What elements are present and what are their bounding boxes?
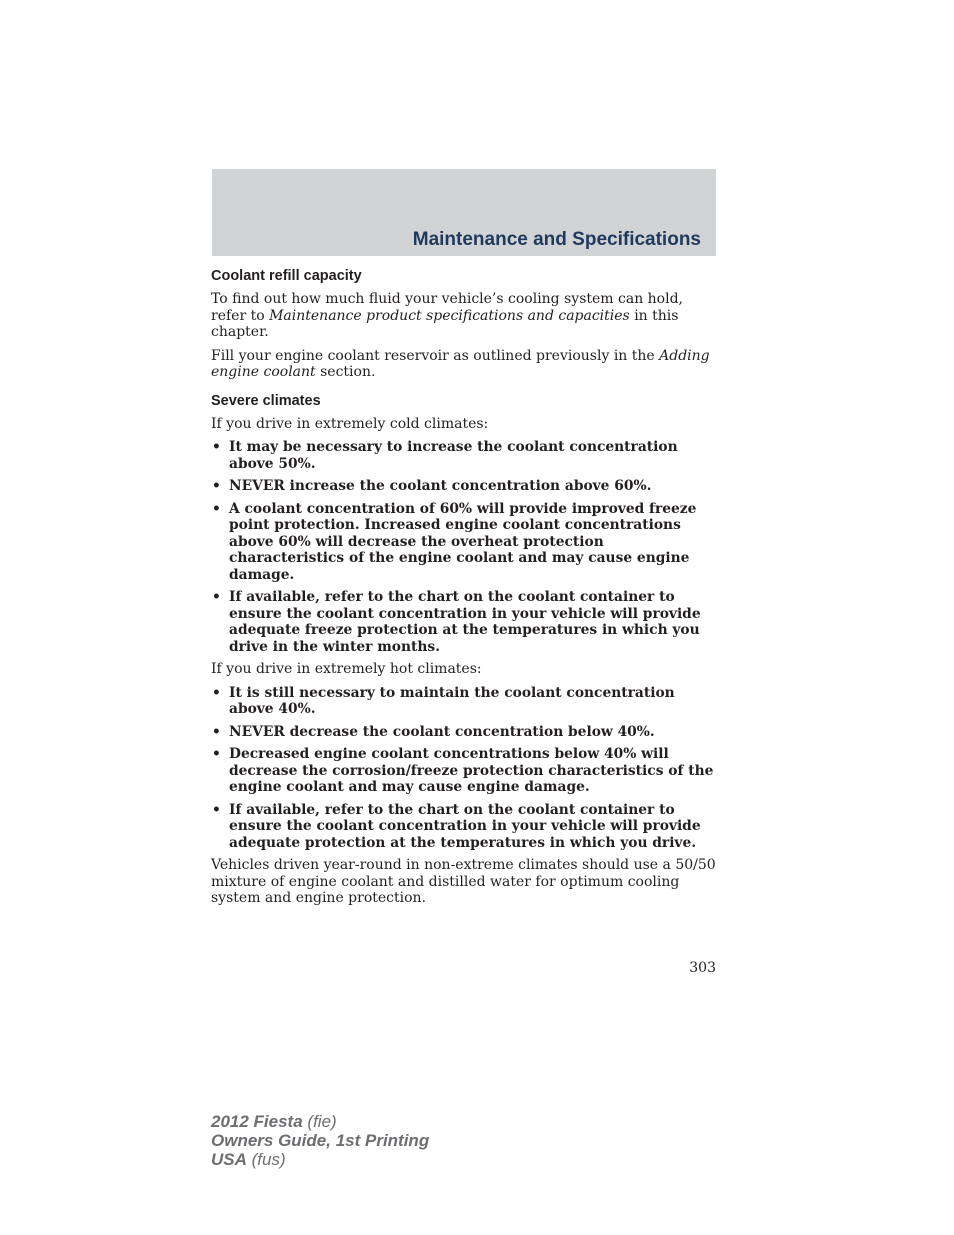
list-item [211,685,717,718]
bullet: • [212,478,221,494]
text: To find out how much fluid your vehicle’s cooling system can hold, refer to [211,291,684,324]
cross-reference: Maintenance product specifications and capacities [269,307,630,324]
cold-climates-intro: If you drive in extremely cold climates: [211,415,489,432]
list-item-text: It is still necessary to maintain the coolant concentration above 40%. [229,684,675,717]
closing-paragraph: Vehicles driven year-round in non-extreme climates should use a 50/50 mixture of engine coolant and distilled water for optimum cooling system and engine protection. [211,857,716,906]
paragraph-refill-capacity [211,291,717,341]
document-footer [211,1112,429,1169]
list-item-text: If available, refer to the chart on the coolant container to ensure the coolant concentration in your vehicle will provide adequate freeze protection at the temperatures in which you drive in the winter months. [229,589,701,655]
footer-model-name: 2012 Fiesta [211,1112,303,1131]
footer-guide-name: Owners Guide, 1st Printing [211,1131,430,1150]
bullet: • [212,684,221,701]
page-content [211,267,717,914]
hot-climates-list [211,685,717,852]
footer-line-guide [211,1131,429,1150]
list-item-text: If available, refer to the chart on the coolant container to ensure the coolant concentration in your vehicle will provide adequate protection at the temperatures in which you drive. [229,801,701,851]
list-item-text: A coolant concentration of 60% will provide improved freeze point protection. Increased engine coolant concentrations above 60% will decrease the overheat protection characteristics of the engine coolant and may cause engine damage. [229,500,697,583]
bullet: • [212,439,221,455]
list-item [211,439,717,472]
hot-climates-intro: If you drive in extremely hot climates: [211,661,482,677]
page-number: 303 [689,960,716,976]
heading-coolant-refill-capacity: Coolant refill capacity [211,268,362,284]
bullet: • [212,801,221,818]
heading-severe-climates: Severe climates [211,392,321,409]
text: in this chapter. [211,307,679,340]
footer-model-code: (fie) [302,1112,337,1131]
list-item [211,724,717,741]
list-item [211,501,717,584]
bullet: • [212,500,221,517]
list-item [211,589,717,655]
list-item-text: It may be necessary to increase the coolant concentration above 50%. [229,439,678,472]
footer-market-code: (fus) [246,1150,286,1169]
text: section. [315,364,376,380]
list-item-text: NEVER decrease the coolant concentration below 40%. [229,723,655,740]
cross-reference: Adding engine coolant [211,347,710,380]
bullet: • [212,723,221,740]
list-item-text: Decreased engine coolant concentrations below 40% will decrease the corrosion/freeze protection characteristics of the engine coolant and may cause engine damage. [229,746,714,795]
cold-climates-list [211,439,717,655]
list-item-text: NEVER increase the coolant concentration above 60%. [229,478,652,494]
bullet: • [212,589,221,605]
bullet: • [212,746,221,762]
section-title: Maintenance and Specifications [412,229,701,250]
text: Fill your engine coolant reservoir as outlined previously in the [211,347,660,364]
list-item [211,802,717,852]
footer-line-market [211,1150,429,1169]
list-item [211,746,717,796]
section-header-band [212,169,716,256]
list-item [211,478,717,495]
footer-market-name: USA [211,1150,247,1169]
footer-line-model [211,1112,429,1131]
paragraph-fill-reservoir [211,348,717,381]
